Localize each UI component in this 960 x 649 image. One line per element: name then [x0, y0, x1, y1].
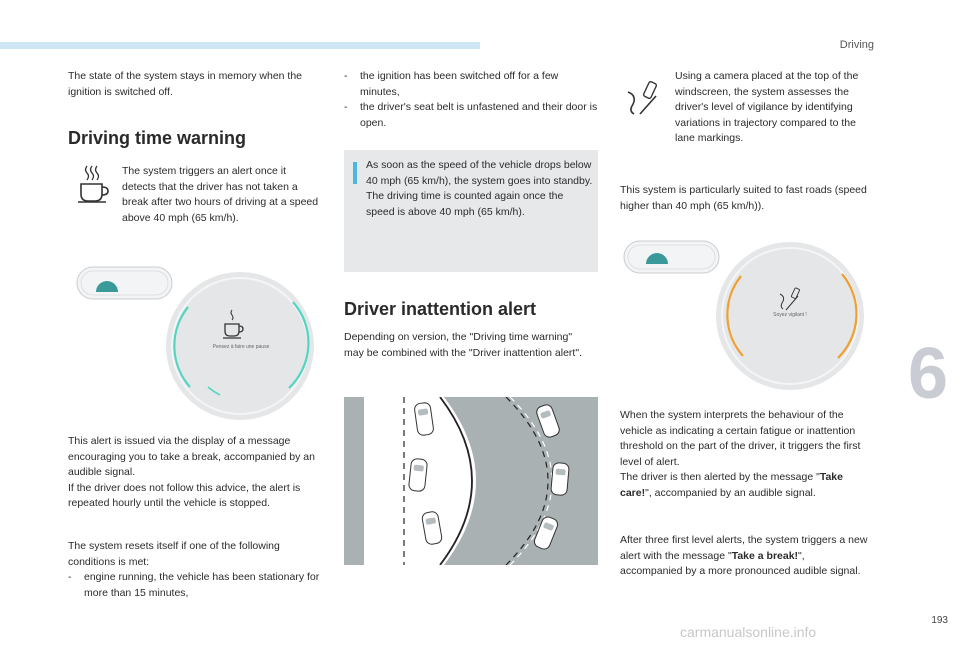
info-icon — [353, 162, 357, 184]
reset-conditions — [68, 539, 326, 601]
list-dash: - — [344, 70, 348, 82]
memory-paragraph: The state of the system stays in memory when the ignition is switched off. — [68, 70, 303, 98]
reset-conditions-continued — [344, 69, 598, 131]
combined-version-paragraph: Depending on version, the "Driving time warning" may be combined with the "Driver inattention alert". — [344, 331, 582, 359]
list-dash: - — [68, 571, 72, 583]
alert-display-line: This alert is issued via the display of a message encouraging you to take a break, accompanied by an audible signal. — [68, 435, 315, 478]
section-title: Driving — [839, 39, 874, 51]
coffee-cup-icon — [76, 164, 112, 204]
reset-intro: The system resets itself if one of the following conditions is met: — [68, 540, 280, 568]
reset-condition-item — [344, 100, 598, 131]
behaviour-line: When the system interprets the behaviour of the vehicle as indicating a certain fatigue or inattention threshold on the part of the driver, it triggers the first level of alert. — [620, 409, 861, 468]
take-a-break-message: Take a break! — [731, 549, 799, 562]
be-vigilant-dash-message: Soyez vigilant ! — [773, 312, 807, 318]
heading-driving-time-warning: Driving time warning — [68, 128, 247, 148]
camera-description: Using a camera placed at the top of the windscreen, the system assesses the driver's level of vigilance by identifying variations in trajectory compared to the lane markings. — [675, 70, 859, 144]
heading-driver-inattention-alert: Driver inattention alert — [344, 299, 537, 319]
take-care-message: Take care! — [620, 471, 843, 499]
take-care-post: ", accompanied by an audible signal. — [645, 486, 816, 499]
alert-display-paragraph — [68, 434, 326, 512]
lane-camera-icon — [622, 76, 662, 116]
reset-condition-text: the driver's seat belt is unfastened and their door is open. — [360, 101, 598, 129]
driving-time-dashboard-illustration — [68, 262, 326, 424]
counted-again-line: The driving time is counted again once the speed is above 40 mph (65 km/h). — [366, 190, 564, 218]
list-dash: - — [344, 101, 348, 113]
take-a-break-pre: After three first level alerts, the system triggers a new alert with the message " — [620, 534, 868, 562]
reset-condition-text: engine running, the vehicle has been stationary for more than 15 minutes, — [84, 571, 320, 599]
reset-condition-item — [68, 570, 326, 601]
fast-roads-paragraph: This system is particularly suited to fast roads (speed higher than 40 mph (65 km/h)). — [620, 184, 867, 212]
second-level-alert-paragraph — [620, 533, 870, 580]
header-accent-bar — [0, 42, 480, 49]
reset-condition-item — [344, 69, 598, 100]
take-care-line — [620, 470, 870, 501]
take-a-break-post: ", accompanied by a more pronounced audible signal. — [620, 549, 861, 577]
watermark: carmanualsonline.info — [680, 624, 817, 640]
lane-trajectory-illustration — [344, 397, 598, 565]
info-box — [344, 150, 598, 272]
page-number: 193 — [931, 615, 948, 626]
info-text — [366, 158, 594, 220]
inattention-dashboard-illustration — [620, 236, 870, 392]
take-care-pre: The driver is then alerted by the message " — [620, 471, 820, 483]
reset-condition-text: the ignition has been switched off for a few minutes, — [360, 70, 559, 98]
first-level-alert-paragraph — [620, 408, 870, 501]
chapter-number: 6 — [907, 334, 948, 414]
coffee-alert-text: The system triggers an alert once it detects that the driver has not taken a break after two hours of driving at a speed above 40 mph (65 km/h). — [122, 165, 319, 224]
alert-repeat-line: If the driver does not follow this advice, the alert is repeated hourly until the vehicle is stopped. — [68, 481, 301, 509]
take-a-break-dash-message: Pensez à faire une pause — [212, 344, 270, 350]
standby-line: As soon as the speed of the vehicle drops below 40 mph (65 km/h), the system goes into standby. — [366, 159, 593, 187]
